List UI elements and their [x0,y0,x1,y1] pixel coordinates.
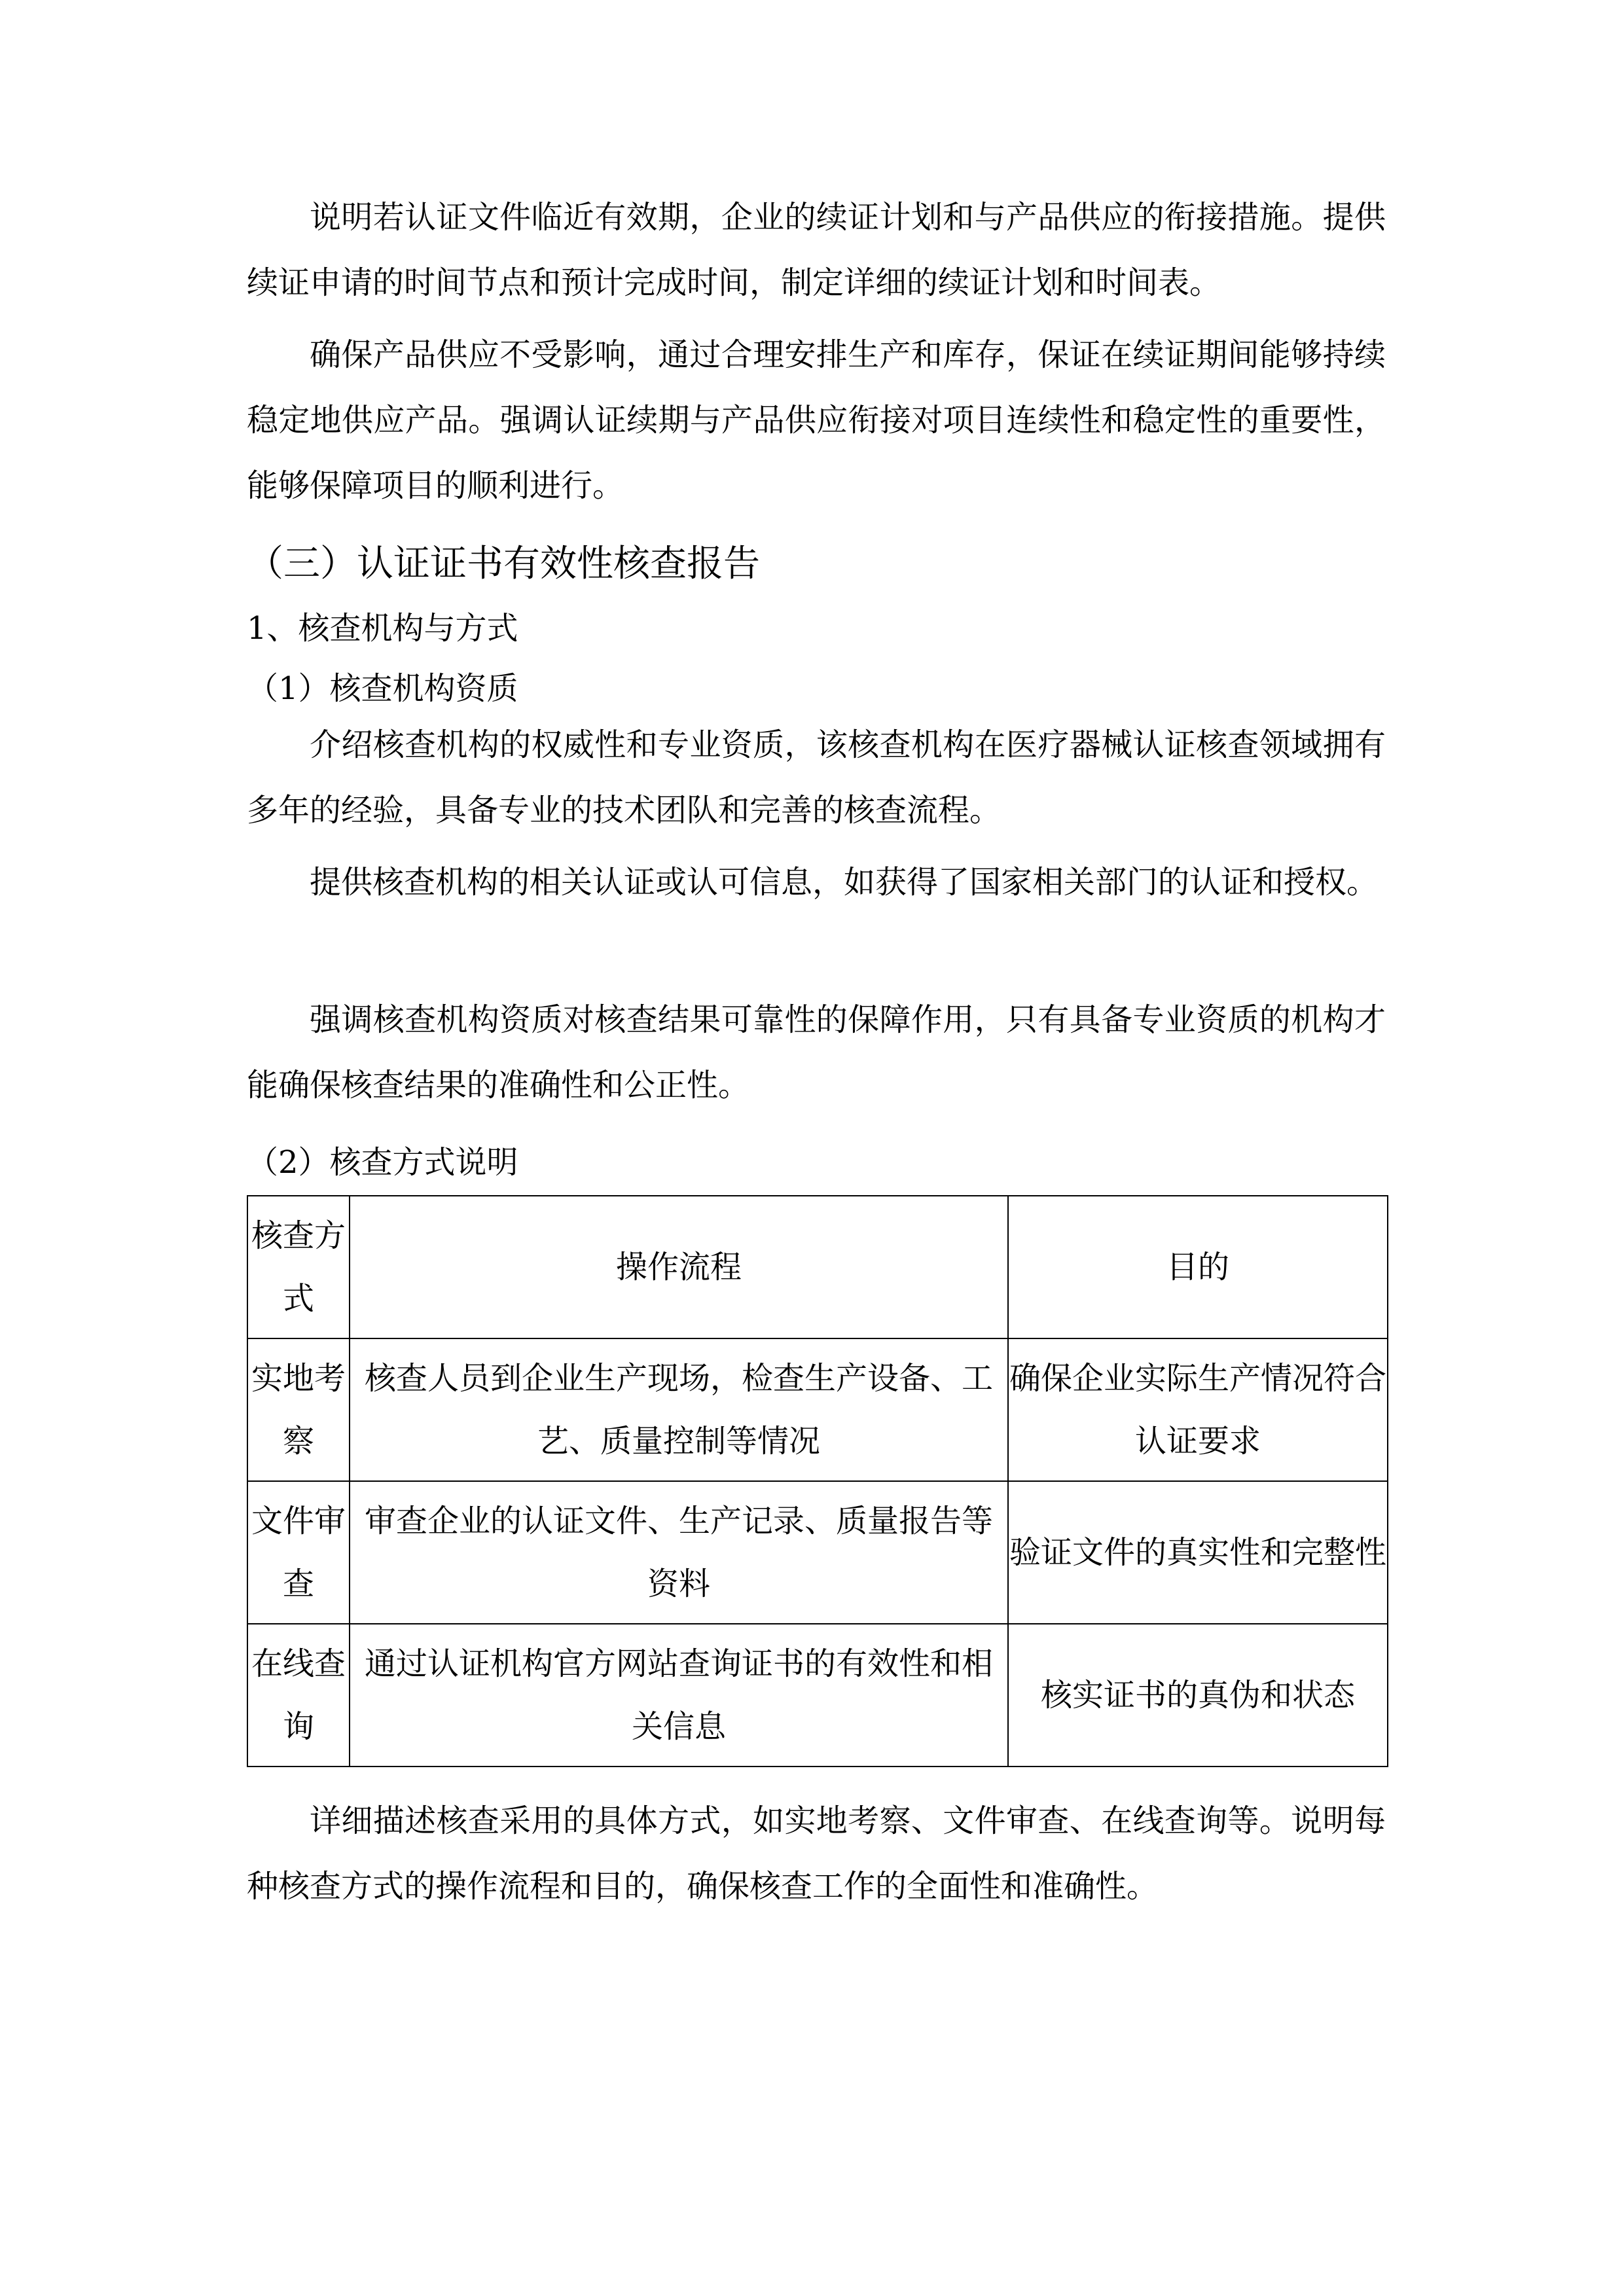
table-cell-purpose: 核实证书的真伪和状态 [1008,1624,1388,1767]
table-cell-method: 文件审查 [247,1481,350,1624]
intro-paragraph-supply: 确保产品供应不受影响，通过合理安排生产和库存，保证在续证期间能够持续稳定地供应产品。强调认证续期与产品供应衔接对项目连续性和稳定性的重要性，能够保障项目的顺利进行。 [247,336,1386,504]
table-cell-method: 在线查询 [247,1624,350,1767]
intro-paragraph-renewal: 说明若认证文件临近有效期，企业的续证计划和与产品供应的衔接措施。提供续证申请的时间节点和预计完成时间，制定详细的续证计划和时间表。 [247,199,1386,301]
qualification-paragraph-2: 提供核查机构的相关认证或认可信息，如获得了国家相关部门的认证和授权。 [310,864,1379,901]
table-cell-procedure: 通过认证机构官方网站查询证书的有效性和相关信息 [350,1624,1008,1767]
table-header-cell: 目的 [1008,1196,1388,1338]
table-cell-purpose: 确保企业实际生产情况符合认证要求 [1008,1338,1388,1481]
table-cell-procedure: 审查企业的认证文件、生产记录、质量报告等资料 [350,1481,1008,1624]
table-row [247,1481,1388,1624]
subsection-heading-1-2: （2）核查方式说明 [247,1144,518,1181]
table-row [247,1624,1388,1767]
subsection-heading-1-1: （1）核查机构资质 [247,670,518,707]
table-header-row [247,1196,1388,1338]
table-cell-method: 实地考察 [247,1338,350,1481]
section-heading: （三）认证证书有效性核查报告 [247,543,760,585]
closing-paragraph: 详细描述核查采用的具体方式，如实地考察、文件审查、在线查询等。说明每种核查方式的操作流程和目的，确保核查工作的全面性和准确性。 [247,1803,1386,1905]
check-method-table [247,1195,1388,1767]
qualification-paragraph-3: 强调核查机构资质对核查结果可靠性的保障作用，只有具备专业资质的机构才能确保核查结果的准确性和公正性。 [247,1001,1386,1103]
subsection-heading-1: 1、核查机构与方式 [247,610,518,647]
table-header-cell: 核查方式 [247,1196,350,1338]
table-cell-purpose: 验证文件的真实性和完整性 [1008,1481,1388,1624]
table-header-cell: 操作流程 [350,1196,1008,1338]
table-cell-procedure: 核查人员到企业生产现场，检查生产设备、工艺、质量控制等情况 [350,1338,1008,1481]
qualification-paragraph-1: 介绍核查机构的权威性和专业资质，该核查机构在医疗器械认证核查领域拥有多年的经验，具备专业的技术团队和完善的核查流程。 [247,726,1386,829]
table-row [247,1338,1388,1481]
